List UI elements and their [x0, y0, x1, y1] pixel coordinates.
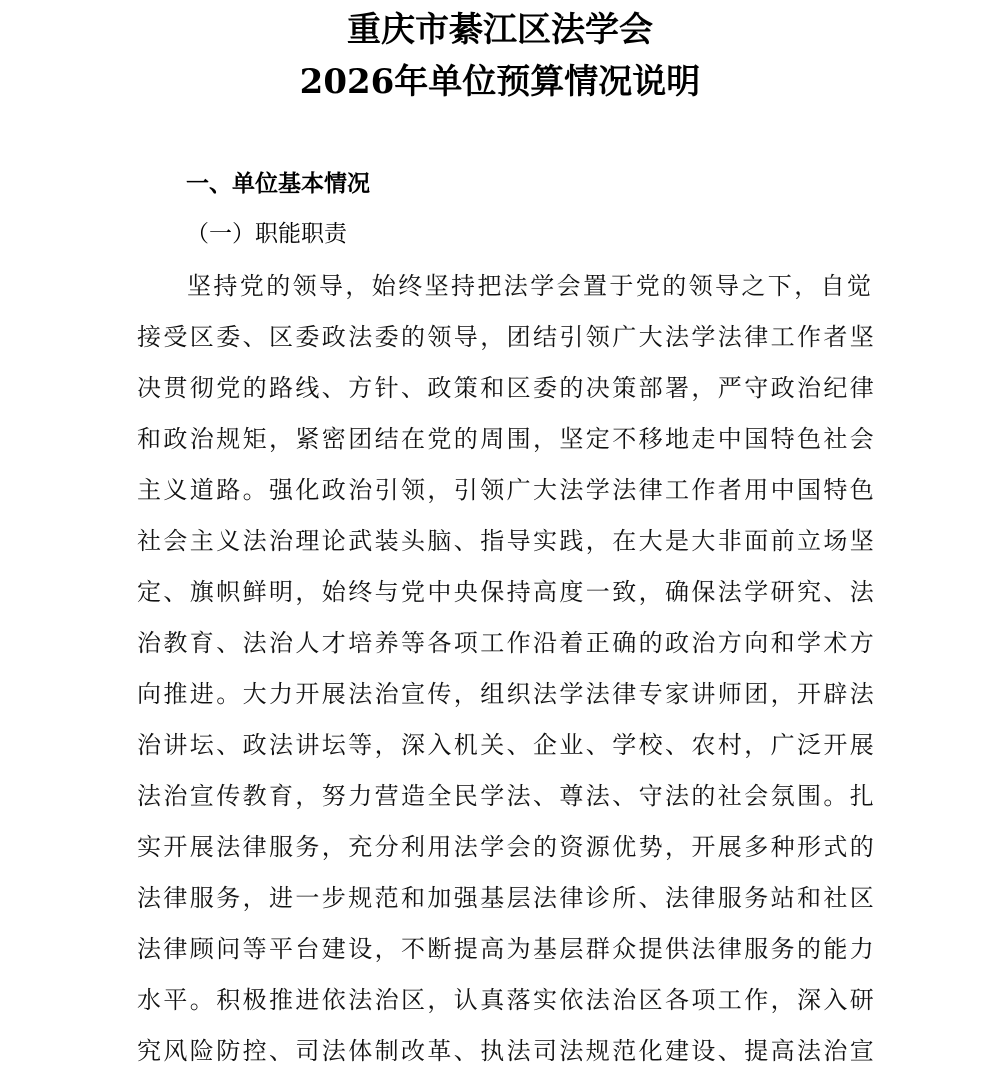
paragraph-line: 法律服务，进一步规范和加强基层法律诊所、法律服务站和社区	[137, 884, 877, 912]
paragraph-functions	[137, 264, 887, 1080]
paragraph-line: 坚持党的领导，始终坚持把法学会置于党的领导之下，自觉	[187, 272, 874, 300]
document-title-line2: 2026年单位预算情况说明	[299, 62, 701, 102]
paragraph-line: 和政治规矩，紧密团结在党的周围，坚定不移地走中国特色社会	[137, 425, 877, 453]
paragraph-line: 定、旗帜鲜明，始终与党中央保持高度一致，确保法学研究、法	[137, 578, 877, 606]
paragraph-line: 主义道路。强化政治引领，引领广大法学法律工作者用中国特色	[137, 476, 877, 504]
paragraph-line: 接受区委、区委政法委的领导，团结引领广大法学法律工作者坚	[137, 323, 877, 351]
paragraph-line: 治讲坛、政法讲坛等，深入机关、企业、学校、农村，广泛开展	[137, 731, 877, 759]
paragraph-line: 究风险防控、司法体制改革、执法司法规范化建设、提高法治宣	[137, 1037, 877, 1065]
paragraph-line: 向推进。大力开展法治宣传，组织法学法律专家讲师团，开辟法	[137, 680, 877, 708]
paragraph-line: 法律顾问等平台建设，不断提高为基层群众提供法律服务的能力	[137, 935, 877, 963]
paragraph-line: 决贯彻党的路线、方针、政策和区委的决策部署，严守政治纪律	[137, 374, 877, 402]
paragraph-line: 法治宣传教育，努力营造全民学法、尊法、守法的社会氛围。扎	[137, 782, 877, 810]
section-heading-basic-info: 一、单位基本情况	[186, 171, 370, 197]
subsection-heading-functions: （一）职能职责	[186, 221, 347, 247]
document-title-line1: 重庆市綦江区法学会	[347, 10, 653, 50]
paragraph-line: 社会主义法治理论武装头脑、指导实践，在大是大非面前立场坚	[137, 527, 877, 555]
paragraph-line: 治教育、法治人才培养等各项工作沿着正确的政治方向和学术方	[137, 629, 877, 657]
paragraph-line: 实开展法律服务，充分利用法学会的资源优势，开展多种形式的	[137, 833, 877, 861]
paragraph-line: 水平。积极推进依法治区，认真落实依法治区各项工作，深入研	[137, 986, 877, 1014]
